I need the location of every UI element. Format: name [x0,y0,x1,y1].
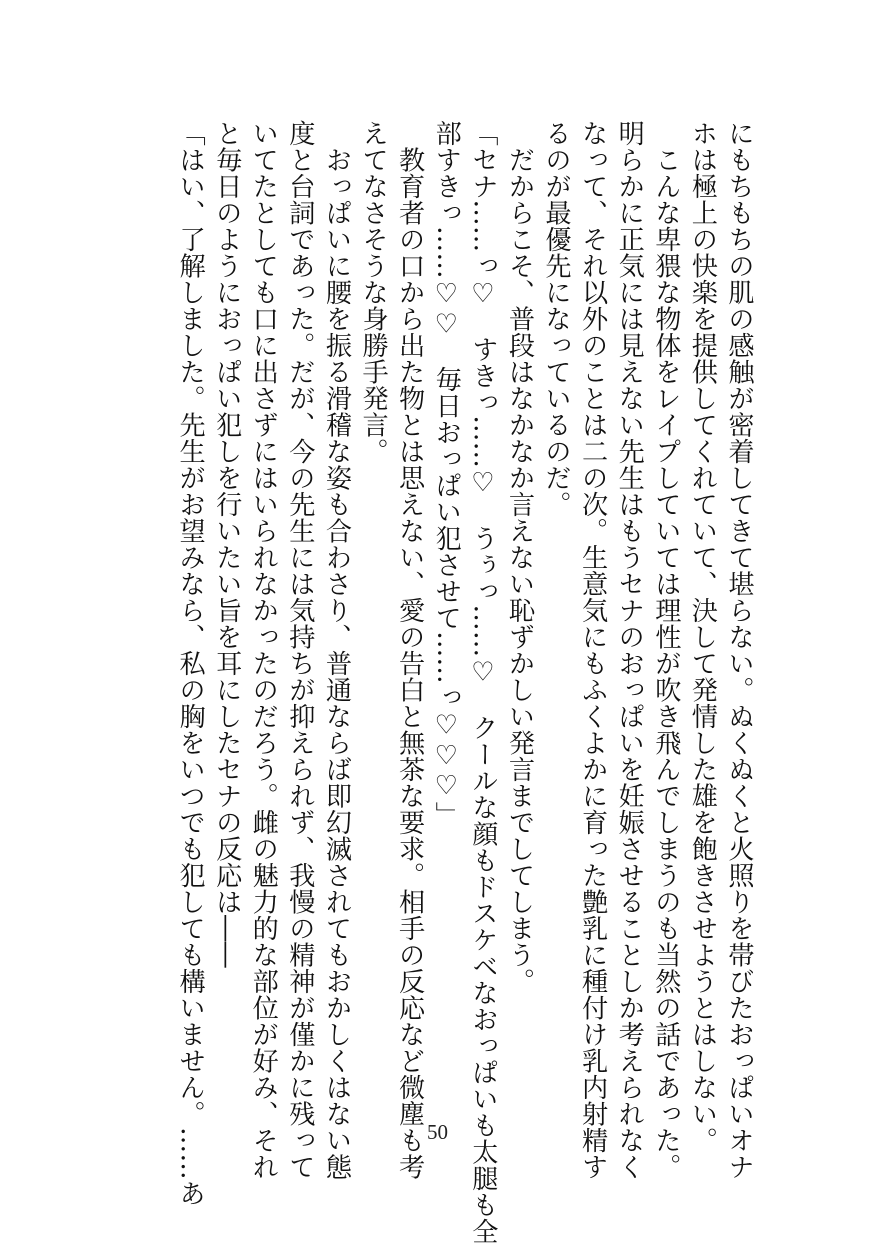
text-line: いてたとしても口に出さずにはいられなかったのだろう。雌の魅力的な部位が好み、それ [248,120,279,1180]
text-line: 教育者の口から出た物とは思えない、愛の告白と無茶な要求。相手の反応など微塵も考 [394,120,425,1180]
text-line: 「セナ……っ♡ すきっ……♡ うぅっ……♡ クールな顔もドスケベなおっぱいも太腿も全 [467,120,498,1244]
text-line: るのが最優先になっているのだ。 [541,120,572,518]
text-line: にもちもちの肌の感触が密着してきて堪らない。ぬくぬくと火照りを帯びたおっぱいオナ [724,120,754,1180]
text-line: 部すきっ……♡♡ 毎日おっぱい犯させて……っ♡♡♡」 [431,120,462,828]
text-line: 度と台詞であった。だが、今の先生には気持ちが抑えられず、我慢の精神が僅かに残って [284,120,315,1180]
text-line: おっぱいに腰を振る滑稽な姿も合わさり、普通ならば即幻滅されてもおかしくはない態 [321,120,352,1180]
text-line: だからこそ、普段はなかなか言えない恥ずかしい発言までしてしまう。 [504,120,535,995]
text-line: 「はい、了解しました。先生がお望みなら、私の胸をいつでも犯しても構いません。……あ [175,120,206,1207]
text-line: えてなさそうな身勝手発言。 [358,120,389,465]
text-line: 明らかに正気には見えない先生はもうセナのおっぱいを妊娠させることしか考えられなく [614,120,645,1180]
text-line: ホは極上の快楽を提供してくれていて、決して発情した雄を飽きさせようとはしない。 [687,120,718,1154]
text-line: と毎日のようにおっぱい犯しを行いたい旨を耳にしたセナの反応は―― [211,120,242,968]
page-number: 50 [427,1120,448,1144]
text-line: こんな卑猥な物体をレイプしていては理性が吹き飛んでしまうのも当然の話であった。 [650,120,681,1180]
text-line: なって、それ以外のことは二の次。生意気にもふくよかに育った艶乳に種付け乳内射精す [577,120,608,1180]
